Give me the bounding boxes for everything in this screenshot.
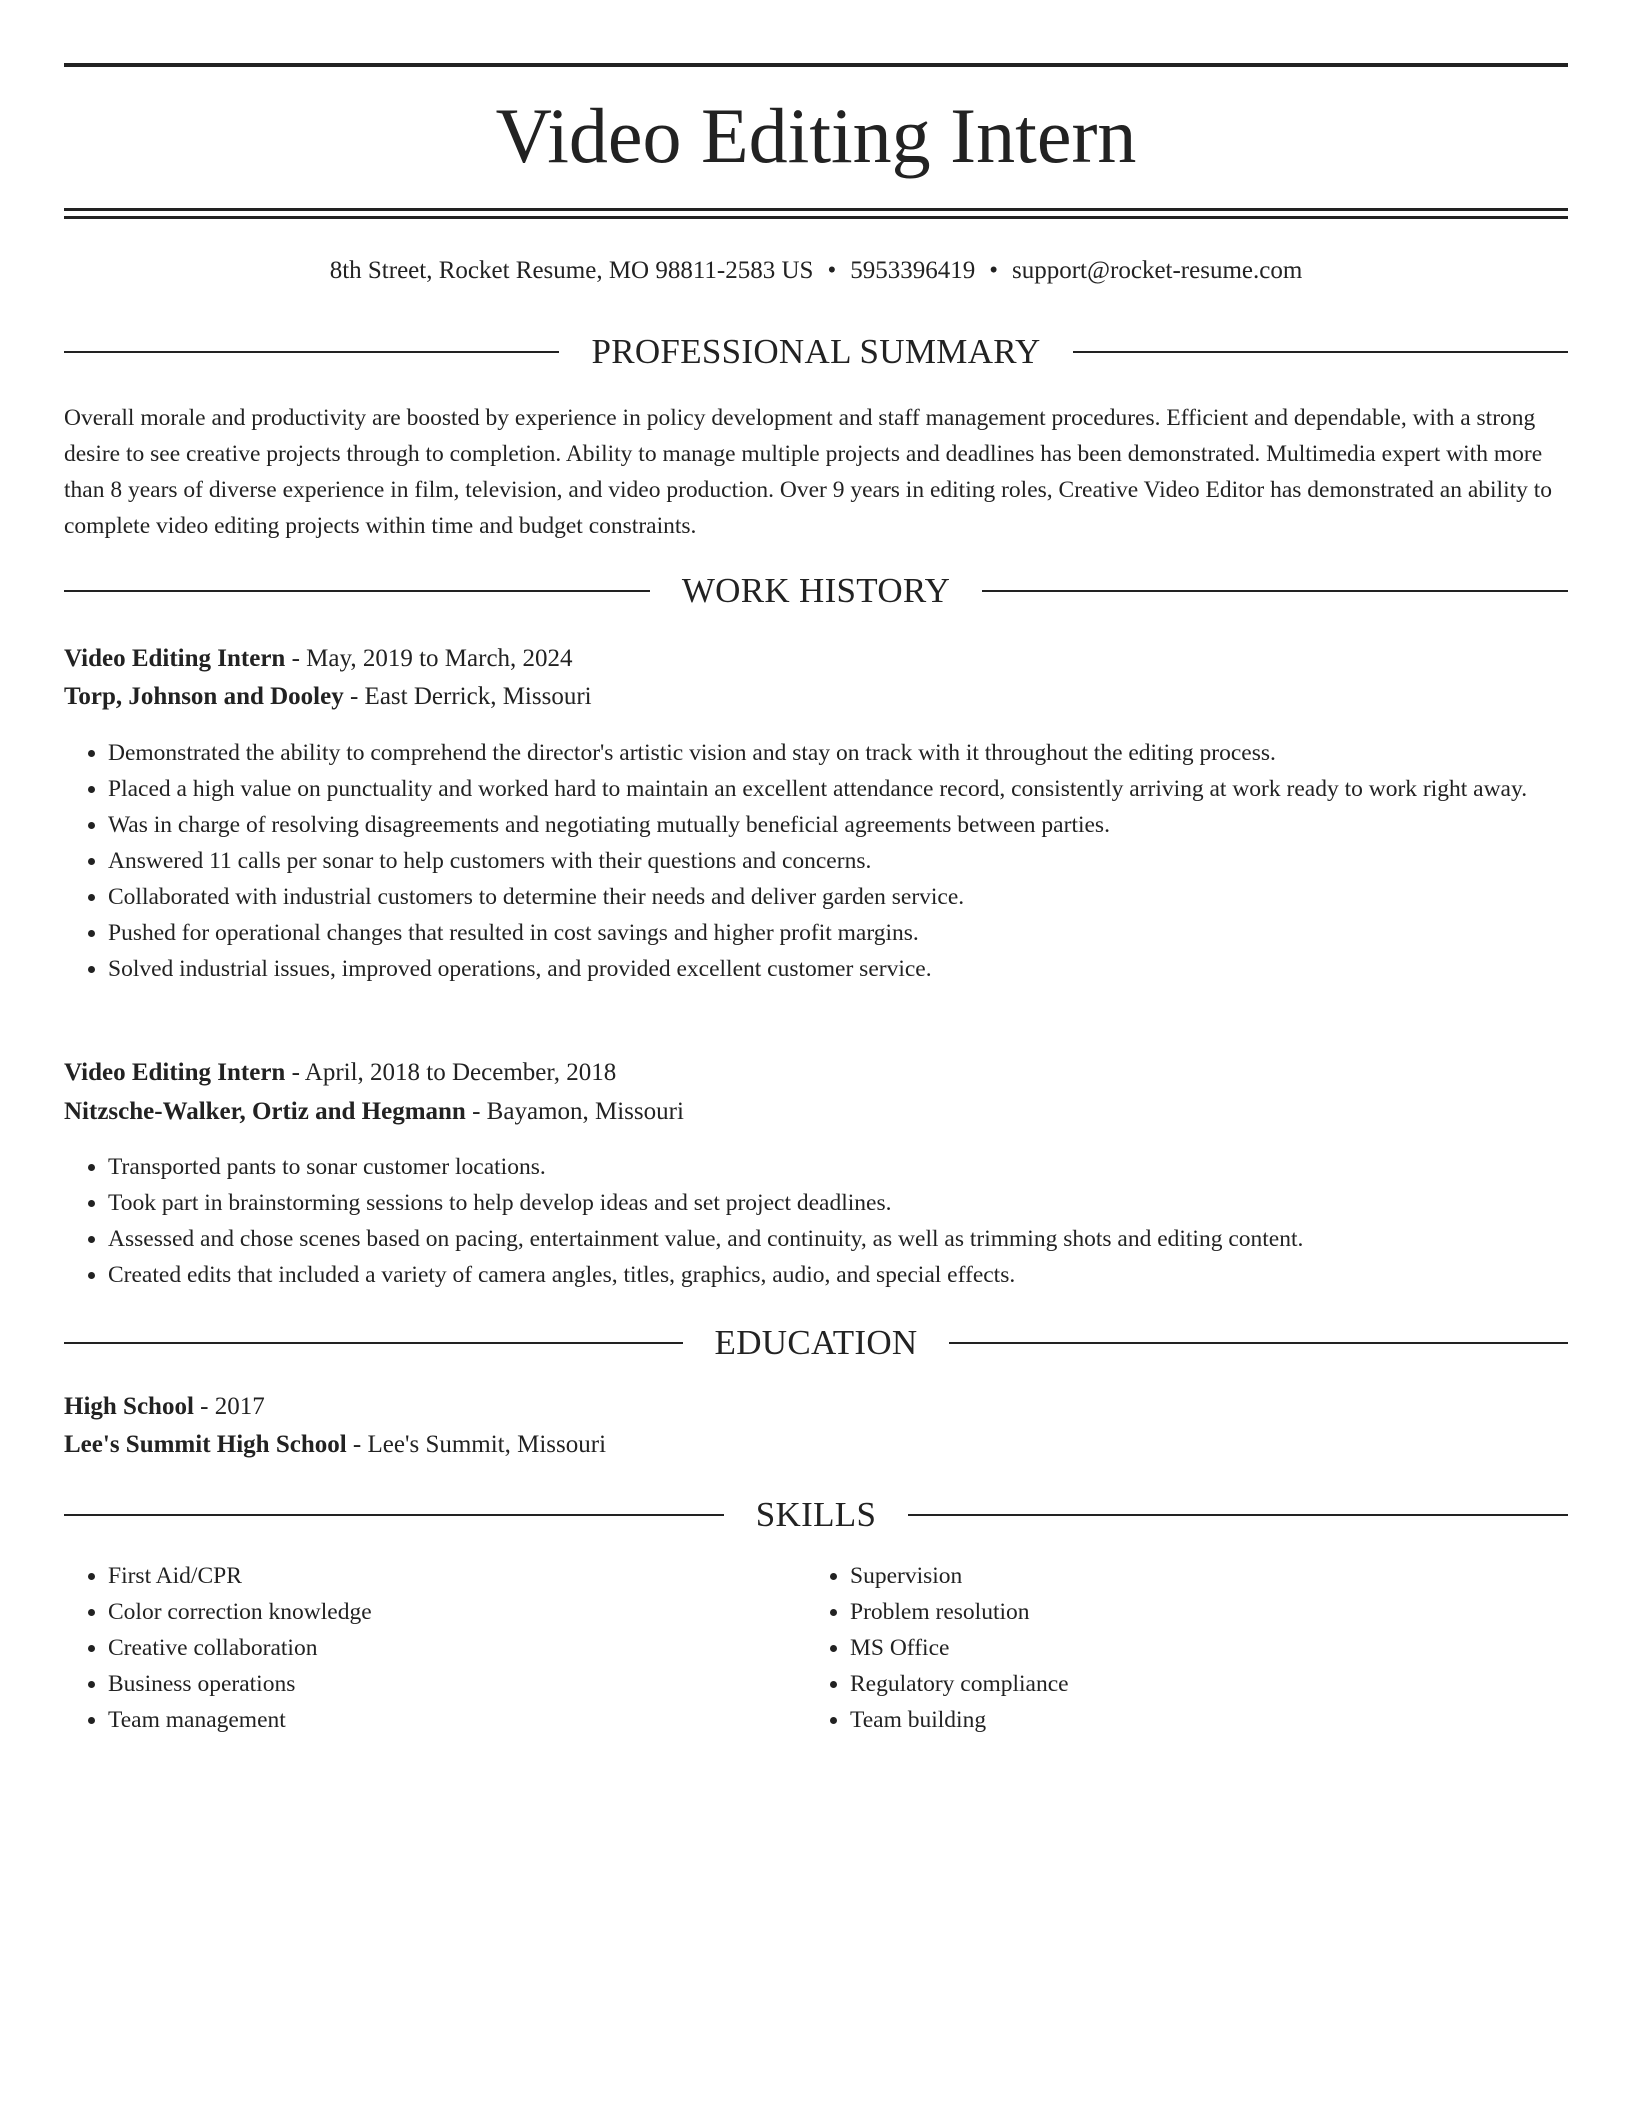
- job-1-title-line: [64, 641, 1568, 677]
- section-title-summary: PROFESSIONAL SUMMARY: [591, 332, 1041, 371]
- list-item: • Assessed and chose scenes based on pacing, entertainment value, and continuity, as well as trimming shots and editing content.: [108, 1221, 1612, 1257]
- skills-list-right: [806, 1558, 1550, 1738]
- section-header-skills: [64, 1493, 1568, 1537]
- section-rule: [908, 1514, 1568, 1516]
- list-item: • Was in charge of resolving disagreements and negotiating mutually beneficial agreements between parties.: [108, 807, 1612, 843]
- job-1-title: Video Editing Intern: [64, 645, 286, 672]
- education-year: - 2017: [193, 1393, 265, 1420]
- job-1-dates: - May, 2019 to March, 2024: [285, 645, 573, 672]
- list-item: • Placed a high value on punctuality and worked hard to maintain an excellent attendance record, consistently arriving at work ready to work right away.: [108, 771, 1612, 807]
- job-1-company: Torp, Johnson and Dooley: [64, 683, 344, 710]
- job-2-title: Video Editing Intern: [64, 1059, 286, 1086]
- list-item: • Answered 11 calls per sonar to help customers with their questions and concerns.: [108, 843, 1612, 879]
- list-item: • Solved industrial issues, improved operations, and provided excellent customer service.: [108, 951, 1612, 987]
- contact-phone: 5953396419: [850, 257, 976, 284]
- section-header-summary: [64, 330, 1568, 374]
- job-1-bullets: [64, 735, 1612, 987]
- contact-separator: •: [989, 257, 998, 284]
- skill-item: • Supervision: [850, 1558, 1550, 1594]
- education-location: - Lee's Summit, Missouri: [346, 1431, 607, 1458]
- job-2-company: Nitzsche-Walker, Ortiz and Hegmann: [64, 1098, 466, 1125]
- list-item: • Transported pants to sonar customer locations.: [108, 1149, 1612, 1185]
- title-rule-lower: [64, 216, 1568, 219]
- section-rule: [1073, 351, 1568, 353]
- skill-item: • Color correction knowledge: [108, 1594, 808, 1630]
- section-rule: [982, 590, 1568, 592]
- skills-list-left: [64, 1558, 808, 1738]
- section-rule: [64, 351, 559, 353]
- top-rule: [64, 63, 1568, 67]
- skill-item: • Regulatory compliance: [850, 1666, 1550, 1702]
- job-1-company-line: [64, 679, 1568, 715]
- list-item: • Created edits that included a variety of camera angles, titles, graphics, audio, and special effects.: [108, 1257, 1612, 1293]
- list-item: • Demonstrated the ability to comprehend the director's artistic vision and stay on track with it throughout the editing process.: [108, 735, 1612, 771]
- contact-line: [64, 255, 1568, 287]
- list-item: • Took part in brainstorming sessions to help develop ideas and set project deadlines.: [108, 1185, 1612, 1221]
- skill-item: • Team building: [850, 1702, 1550, 1738]
- section-rule: [64, 590, 650, 592]
- section-header-education: [64, 1321, 1568, 1365]
- title-rule-upper: [64, 208, 1568, 211]
- contact-address: 8th Street, Rocket Resume, MO 98811-2583 US: [329, 257, 814, 284]
- job-2-location: - Bayamon, Missouri: [465, 1098, 684, 1125]
- section-title-work: WORK HISTORY: [681, 571, 951, 610]
- job-2-dates: - April, 2018 to December, 2018: [285, 1059, 617, 1086]
- job-2-bullets: [64, 1149, 1612, 1293]
- education-school-line: [64, 1427, 1568, 1463]
- education-school: Lee's Summit High School: [64, 1431, 347, 1458]
- section-title-skills: SKILLS: [755, 1495, 877, 1534]
- skill-item: • Team management: [108, 1702, 808, 1738]
- section-title-education: EDUCATION: [714, 1323, 918, 1362]
- skill-item: • Creative collaboration: [108, 1630, 808, 1666]
- job-2-title-line: [64, 1055, 1568, 1091]
- job-2-company-line: [64, 1094, 1568, 1130]
- list-item: • Collaborated with industrial customers to determine their needs and deliver garden service.: [108, 879, 1612, 915]
- skill-item: • First Aid/CPR: [108, 1558, 808, 1594]
- skill-item: • MS Office: [850, 1630, 1550, 1666]
- section-rule: [64, 1342, 683, 1344]
- education-degree-line: [64, 1389, 1568, 1425]
- section-rule: [64, 1514, 724, 1516]
- job-1-location: - East Derrick, Missouri: [343, 683, 592, 710]
- contact-separator: •: [827, 257, 837, 284]
- summary-text: Overall morale and productivity are boosted by experience in policy development and staff management procedures. Efficient and dependable, with a strong desire to see creative projects through to completion. Ability to manage multiple projects and deadlines has been demonstrated. Multimedia expert with more than 8 years of diverse experience in film, television, and video production. Over 9 years in editing roles, Creative Video Editor has demonstrated an ability to complete video editing projects within time and budget constraints.: [64, 405, 1553, 539]
- page-title: Video Editing Intern: [495, 92, 1137, 179]
- skill-item: • Business operations: [108, 1666, 808, 1702]
- contact-email: support@rocket-resume.com: [1012, 257, 1303, 284]
- section-header-work: [64, 569, 1568, 613]
- education-degree: High School: [64, 1393, 194, 1420]
- list-item: • Pushed for operational changes that resulted in cost savings and higher profit margins.: [108, 915, 1612, 951]
- section-rule: [949, 1342, 1568, 1344]
- skill-item: • Problem resolution: [850, 1594, 1550, 1630]
